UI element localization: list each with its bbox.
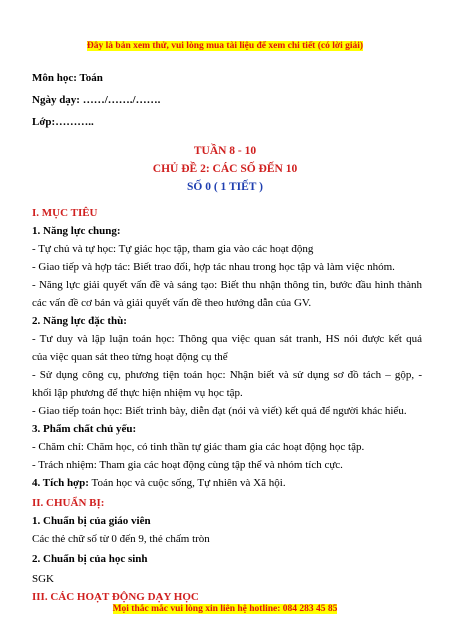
section-activities: III. CÁC HOẠT ĐỘNG DẠY HỌC xyxy=(32,591,199,603)
heading-teacher-prep: 1. Chuẩn bị của giáo viên xyxy=(32,515,151,527)
topic-title: CHỦ ĐỀ 2: CÁC SỐ ĐẾN 10 xyxy=(152,163,298,175)
text-line: SGK xyxy=(32,573,55,585)
text-line: Các thẻ chữ số từ 0 đến 9, thẻ chấm tròn xyxy=(32,533,210,545)
heading-specific-competence: 2. Năng lực đặc thù: xyxy=(32,315,127,327)
heading-student-prep: 2. Chuẩn bị của học sinh xyxy=(32,553,148,565)
text-line: - Tư duy và lập luận toán học: Thông qua việc quan sát tranh, HS nói được kết quả xyxy=(32,333,422,345)
week-title: TUẦN 8 - 10 xyxy=(193,145,257,157)
heading-qualities: 3. Phẩm chất chủ yếu: xyxy=(32,423,137,435)
heading-integration: 4. Tích hợp: xyxy=(32,477,89,489)
text-line: của việc quan sát theo từng hoạt động cụ thể xyxy=(32,351,228,363)
text-line: - Giao tiếp và hợp tác: Biết trao đổi, hợp tác nhau trong học tập và làm việc nhóm. xyxy=(32,261,395,273)
text-line: các vấn đề cơ bản và giải quyết vấn đề theo hướng dẫn của GV. xyxy=(32,297,312,309)
heading-general-competence: 1. Năng lực chung: xyxy=(32,225,121,237)
text-line: - Trách nhiệm: Tham gia các hoạt động cùng tập thể và nhóm tích cực. xyxy=(32,459,343,471)
text-line: - Chăm chỉ: Chăm học, có tinh thần tự giác tham gia các hoạt động học tập. xyxy=(32,441,365,453)
text-line: - Giao tiếp toán học: Biết trình bày, diễn đạt (nói và viết) kết quả để người khác hiểu. xyxy=(32,405,407,417)
lesson-title: SỐ 0 ( 1 TIẾT ) xyxy=(187,181,263,193)
preview-notice: Đây là bản xem thử, vui lòng mua tài liệu để xem chi tiết (có lời giải) xyxy=(86,41,364,51)
hotline-notice: Mọi thắc mắc vui lòng xin liên hệ hotline: 084 283 45 85 xyxy=(112,604,338,614)
section-preparation: II. CHUẨN BỊ: xyxy=(32,497,105,509)
integration-line: 4. Tích hợp: Toán học và cuộc sống, Tự nhiên và Xã hội. xyxy=(32,477,286,489)
text-line: - Tự chủ và tự học: Tự giác học tập, tham gia vào các hoạt động xyxy=(32,243,314,255)
class-line: Lớp:……….. xyxy=(32,116,94,128)
text-line: - Sử dụng công cụ, phương tiện toán học: Nhận biết và sử dụng sơ đồ tách – gộp, - xyxy=(32,369,422,381)
subject-line: Môn học: Toán xyxy=(32,72,103,84)
text-line: khối lập phương để thực hiện nhiệm vụ học tập. xyxy=(32,387,243,399)
date-line: Ngày dạy: ……/……./……. xyxy=(32,94,161,106)
section-objectives: I. MỤC TIÊU xyxy=(32,207,98,219)
text-line: - Năng lực giải quyết vấn đề và sáng tạo: Biết thu nhận thông tin, bước đầu hình thành xyxy=(32,279,422,291)
